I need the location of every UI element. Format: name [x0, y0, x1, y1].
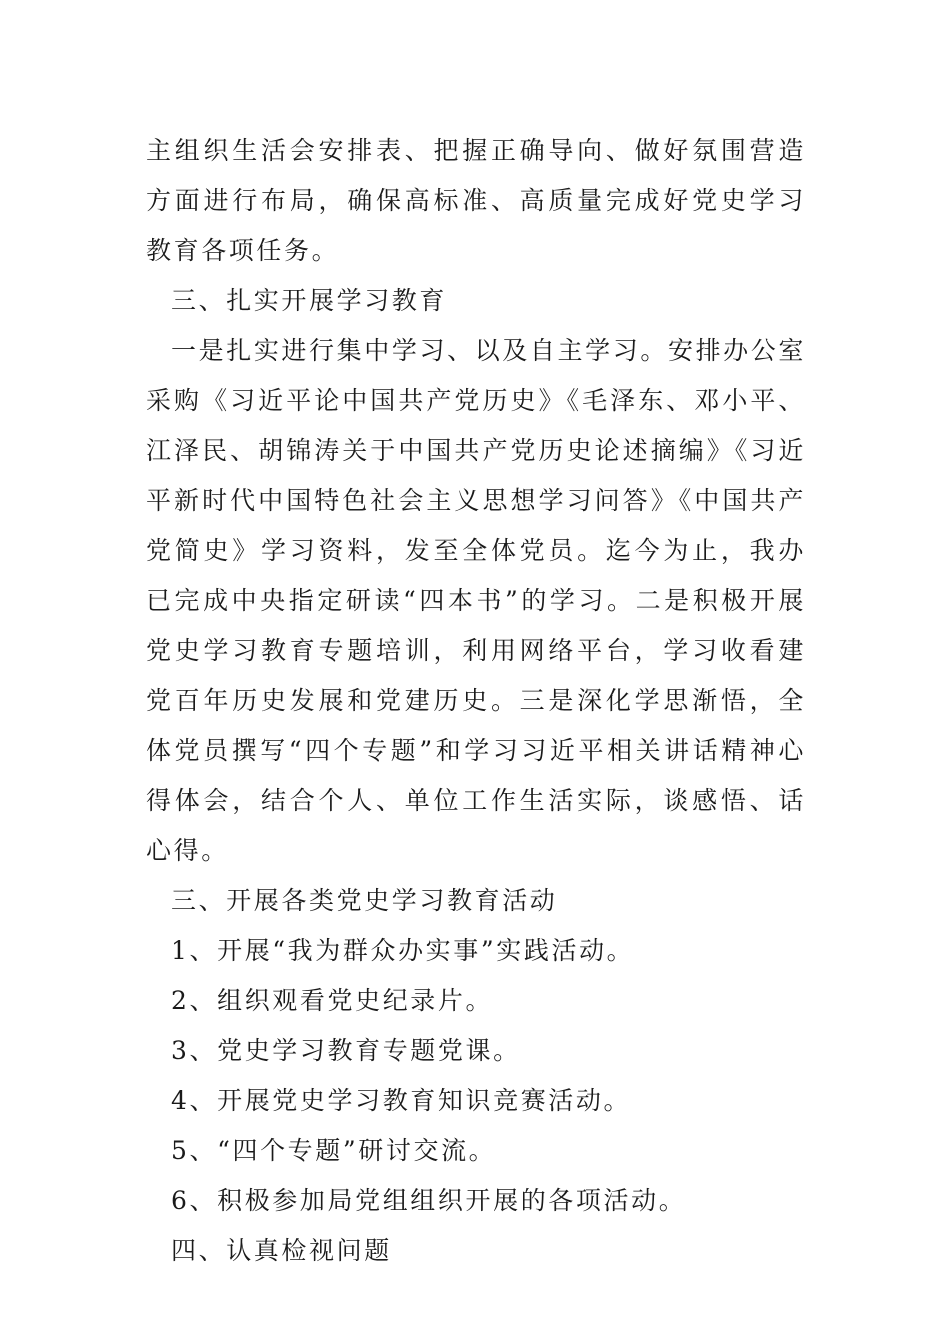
list-item: 2、组织观看党史纪录片。 — [171, 986, 494, 1015]
paragraph-continuation: 主组织生活会安排表、把握正确导向、做好氛围营造方面进行布局，确保高标准、高质量完成好党史学习教育各项任务。 — [146, 136, 806, 265]
section-heading-review-problems: 四、认真检视问题 — [171, 1236, 392, 1265]
list-item: 1、开展“我为群众办实事”实践活动。 — [171, 936, 635, 965]
list-item: 4、开展党史学习教育知识竞赛活动。 — [171, 1086, 632, 1115]
paragraph-study-details: 一是扎实进行集中学习、以及自主学习。安排办公室采购《习近平论中国共产党历史》《毛泽东、邓小平、江泽民、胡锦涛关于中国共产党历史论述摘编》《习近平新时代中国特色社会主义思想学习问答》《中国共产党简史》学习资料，发至全体党员。迄今为止，我办已完成中央指定研读“四本书”的学习。二是积极开展党史学习教育专题培训，利用网络平台，学习收看建党百年历史发展和党建历史。三是深化学思渐悟，全体党员撰写“四个专题”和学习习近平相关讲话精神心得体会，结合个人、单位工作生活实际，谈感悟、话心得。 — [146, 336, 806, 865]
list-item: 5、“四个专题”研讨交流。 — [171, 1136, 497, 1165]
section-heading-study-education: 三、扎实开展学习教育 — [171, 286, 448, 315]
document-body — [146, 126, 806, 1276]
list-item: 3、党史学习教育专题党课。 — [171, 1036, 521, 1065]
list-item: 6、积极参加局党组组织开展的各项活动。 — [171, 1186, 687, 1215]
section-heading-activities: 三、开展各类党史学习教育活动 — [171, 886, 558, 915]
